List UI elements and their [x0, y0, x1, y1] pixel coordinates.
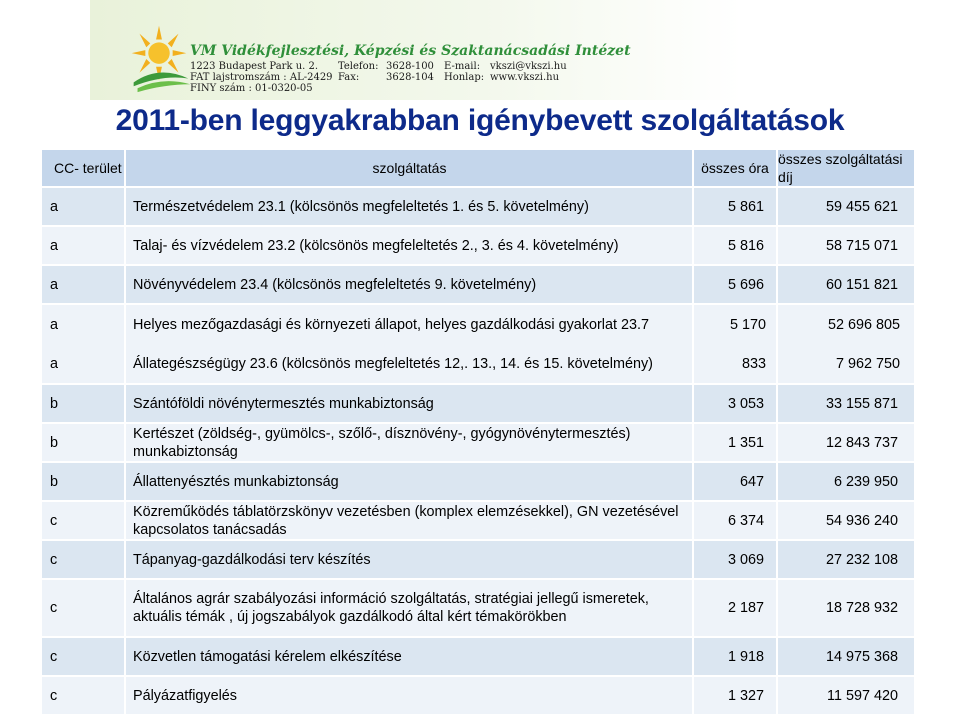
phone-value: 3628-100: [386, 61, 434, 72]
hours-cell: 5 861: [694, 188, 778, 227]
service-cell: Növényvédelem 23.4 (kölcsönös megfeleltetés 9. követelmény): [126, 266, 694, 305]
service-cell: Szántóföldi növénytermesztés munkabiztonság: [126, 385, 694, 424]
area-cell: b: [42, 424, 126, 463]
web-value: www.vkszi.hu: [490, 72, 560, 83]
fee-cell: 60 151 821: [778, 266, 916, 305]
fee-cell: 58 715 071: [778, 227, 916, 266]
hours-cell: 6 374: [694, 502, 778, 541]
fee-cell: 59 455 621: [778, 188, 916, 227]
hours-cell: 5 170: [729, 317, 766, 333]
hours-cell: 647: [694, 463, 778, 502]
area-cell: c: [42, 677, 126, 716]
column-header-hours: összes óra: [694, 150, 778, 188]
fee-cell: 6 239 950: [778, 463, 916, 502]
table-row: [42, 638, 916, 677]
table-row: [42, 188, 916, 227]
table-row: [42, 463, 916, 502]
sun-leaf-logo-icon: [120, 18, 198, 96]
table-row: [42, 677, 916, 716]
finy-number-text: FINY szám : 01-0320-05: [190, 83, 313, 94]
table-row: [42, 502, 916, 541]
email-label: E-mail:: [444, 61, 481, 72]
hours-cell: 3 069: [694, 541, 778, 580]
service-cell: Állattenyésztés munkabiztonság: [126, 463, 694, 502]
fee-cell: 14 975 368: [778, 638, 916, 677]
column-header-fee: összes szolgáltatási díj: [778, 150, 916, 188]
table-row: [42, 424, 916, 463]
hours-cell: 5 696: [694, 266, 778, 305]
address-text: 1223 Budapest Park u. 2.: [190, 61, 319, 72]
table-row: [42, 385, 916, 424]
table-row: [42, 580, 916, 638]
email-value: vkszi@vkszi.hu: [490, 61, 567, 72]
phone-label: Telefon:: [338, 61, 379, 72]
area-cell: c: [42, 638, 126, 677]
area-cell: b: [42, 463, 126, 502]
area-cell: a: [50, 356, 59, 372]
hours-cell: 2 187: [694, 580, 778, 638]
fat-number-text: FAT lajstromszám : AL-2429: [190, 72, 333, 83]
column-header-service: szolgáltatás: [126, 150, 694, 188]
service-cell: Közvetlen támogatási kérelem elkészítése: [126, 638, 694, 677]
area-cell: b: [42, 385, 126, 424]
area-cell: c: [42, 541, 126, 580]
service-cell: Helyes mezőgazdasági és környezeti állapot, helyes gazdálkodási gyakorlat 23.7: [133, 317, 649, 333]
service-cell: Közreműködés táblatörzskönyv vezetésben (komplex elemzésekkel), GN vezetésével kapcsolatos tanácsadás: [126, 502, 694, 541]
area-cell: a: [50, 317, 59, 333]
area-cell: a: [42, 266, 126, 305]
fee-cell: 18 728 932: [778, 580, 916, 638]
table-row: [42, 541, 916, 580]
fee-cell: 7 962 750: [835, 356, 900, 372]
service-cell: Állategészségügy 23.6 (kölcsönös megfeleltetés 12,. 13., 14. és 15. követelmény): [133, 356, 653, 372]
service-cell: Tápanyag-gazdálkodási terv készítés: [126, 541, 694, 580]
table-row: [42, 227, 916, 266]
service-cell: Természetvédelem 23.1 (kölcsönös megfeleltetés 1. és 5. követelmény): [126, 188, 694, 227]
web-label: Honlap:: [444, 72, 485, 83]
fax-value: 3628-104: [386, 72, 434, 83]
hours-cell: 3 053: [694, 385, 778, 424]
area-cell: c: [42, 502, 126, 541]
service-cell: Talaj- és vízvédelem 23.2 (kölcsönös megfeleltetés 2., 3. és 4. követelmény): [126, 227, 694, 266]
area-cell: c: [42, 580, 126, 638]
service-cell: Kertészet (zöldség-, gyümölcs-, szőlő-, dísznövény-, gyógynövénytermesztés) munkabiztonság: [126, 424, 694, 463]
service-cell: Pályázatfigyelés: [126, 677, 694, 716]
column-header-area: CC- terület: [42, 150, 126, 188]
hours-cell: 833: [741, 356, 766, 372]
area-cell: a: [42, 188, 126, 227]
hours-cell: 1 327: [694, 677, 778, 716]
hours-cell: 1 918: [694, 638, 778, 677]
fax-label: Fax:: [338, 72, 360, 83]
fee-cell: 12 843 737: [778, 424, 916, 463]
hours-cell: 1 351: [694, 424, 778, 463]
fee-cell: 11 597 420: [778, 677, 916, 716]
table-row: [42, 266, 916, 305]
service-cell: Általános agrár szabályozási információ szolgáltatás, stratégiai jellegű ismeretek, aktuális témák , új jogszabályok gazdálkodó által kért témakörökben: [126, 580, 694, 638]
fee-cell: 33 155 871: [778, 385, 916, 424]
organization-name: VM Vidékfejlesztési, Képzési és Szaktanácsadási Intézet: [190, 43, 631, 59]
hours-cell: 5 816: [694, 227, 778, 266]
fee-cell: 54 936 240: [778, 502, 916, 541]
table-header-row: [42, 150, 916, 188]
area-cell: a: [42, 227, 126, 266]
page-title: 2011-ben leggyakrabban igénybevett szolgáltatások: [115, 104, 845, 137]
fee-cell: 52 696 805: [827, 317, 900, 333]
fee-cell: 27 232 108: [778, 541, 916, 580]
